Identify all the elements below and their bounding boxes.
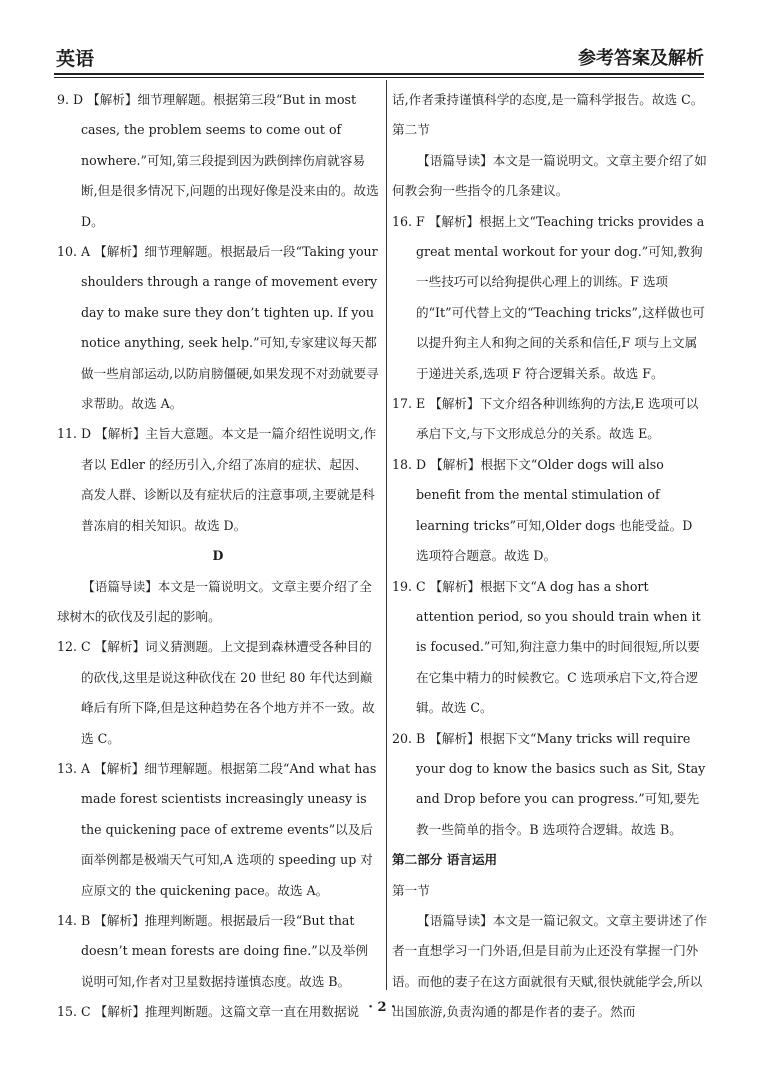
answer-item: 12. C 【解析】词义猜测题。上文提到森林遭受各种目的的砍伐,这里是说这种砍伐在 20 世纪 80 年代达到巅峰后有所下降,但是这种趋势在各个地方并不一致。故选 C。 <box>57 639 375 746</box>
passage-guide: 【语篇导读】本文是一篇说明文。文章主要介绍了如何教会狗一些指令的几条建议。 <box>392 152 707 199</box>
left-column <box>57 85 379 1028</box>
answer-item: 16. F 【解析】根据上文“Teaching tricks provides a great mental workout for your dog.”可知,教狗一些技巧可以给狗提供心理上的训练。F 选项的“It”可代替上文的“Teaching tricks”,这样做也可以提升狗主人和狗之间的关系和信任,F 项与上文属于递进关系,选项 F 符合逻辑关系。故选 F。 <box>392 213 705 381</box>
header-title: 参考答案及解析 <box>578 48 704 69</box>
answer-item: 11. D 【解析】主旨大意题。本文是一篇介绍性说明文,作者以 Edler 的经历引入,介绍了冻肩的症状、起因、高发人群、诊断以及有症状后的注意事项,主要就是科普冻肩的相关知识。故选 D。 <box>57 426 377 533</box>
header-rule-thin <box>54 77 704 78</box>
passage-guide: 【语篇导读】本文是一篇记叙文。文章主要讲述了作者一直想学习一门外语,但是目前为止还没有掌握一门外语。而他的妻子在这方面就很有天赋,很快就能学会,所以出国旅游,负责沟通的都是作者的妻子。然而 <box>392 912 707 1020</box>
right-column <box>392 85 707 1028</box>
page-number: · 2 · <box>368 1000 396 1015</box>
answer-item: 17. E 【解析】下文介绍各种训练狗的方法,E 选项可以承启下文,与下文形成总分的关系。故选 E。 <box>392 396 699 442</box>
answer-item: 13. A 【解析】细节理解题。根据第二段“And what has made forest scientists increasingly uneasy is the quickening pace of extreme events”以及后面举例都是极端天气可知,A 选项的 speeding up 对应原文的 the quickening pace。故选 A。 <box>57 760 377 898</box>
column-divider <box>386 80 387 990</box>
page-header <box>54 38 704 72</box>
answer-item: 19. C 【解析】根据下文“A dog has a short attention period, so you should train when it is focused.”可知,狗注意力集中的时间很短,所以要在它集中精力的时候教它。C 选项承启下文,符合逻辑。故选 C。 <box>392 578 701 716</box>
answer-item: 10. A 【解析】细节理解题。根据最后一段“Taking your shoulders through a range of movement every day to make sure they don’t tighten up. If you notice anything, seek help.”可知,专家建议每天都做一些肩部运动,以防肩膀僵硬,如果发现不对劲就要寻求帮助。故选 A。 <box>57 244 379 412</box>
answer-item: 15. C 【解析】推理判断题。这篇文章一直在用数据说 <box>57 1004 360 1020</box>
subject-label: 英语 <box>56 48 95 70</box>
answer-item: 9. D 【解析】细节理解题。根据第三段“But in most cases, the problem seems to come out of nowhere.”可知,第三段提到因为跌倒摔伤肩就容易断,但是很多情况下,问题的出现好像是没来由的。故选 D。 <box>57 92 379 229</box>
section-heading: 第一节 <box>392 882 430 898</box>
answer-item: 20. B 【解析】根据下文“Many tricks will require your dog to know the basics such as Sit, Stay and Drop before you can progress.”可知,要先教一些简单的指令。B 选项符合逻辑。故选 B。 <box>392 730 706 837</box>
passage-heading: D <box>212 548 224 564</box>
section-heading: 第二节 <box>392 122 430 138</box>
answer-item: 18. D 【解析】根据下文“Older dogs will also benefit from the mental stimulation of learning tricks”可知,Older dogs 也能受益。D 选项符合题意。故选 D。 <box>392 456 693 564</box>
passage-guide: 【语篇导读】本文是一篇说明文。文章主要介绍了全球树木的砍伐及引起的影响。 <box>57 578 372 624</box>
section-heading: 第二部分 语言运用 <box>392 852 498 868</box>
continued-text: 话,作者秉持谨慎科学的态度,是一篇科学报告。故选 C。 <box>392 92 704 107</box>
header-rule-thick <box>54 73 704 75</box>
answer-item: 14. B 【解析】推理判断题。根据最后一段“But that doesn’t mean forests are doing fine.”以及举例说明可知,作者对卫星数据持谨慎态度。故选 B。 <box>57 912 369 989</box>
